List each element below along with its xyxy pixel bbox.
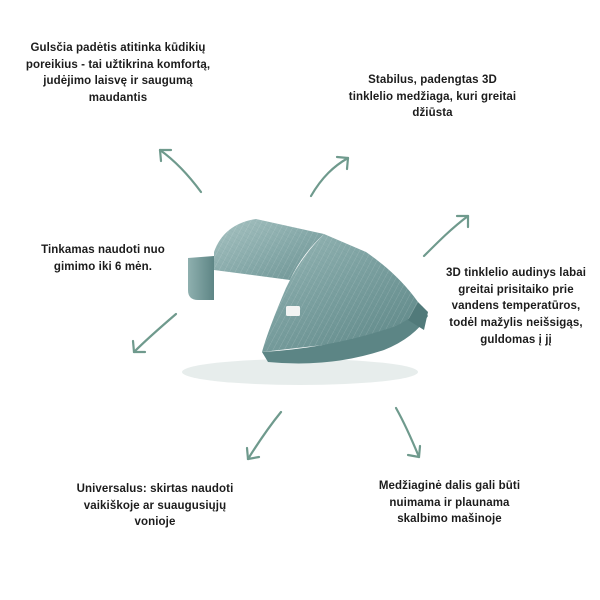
callout-stable-mesh: Stabilus, padengtas 3D tinklelio medžiaga, kuri greitai džiūsta <box>348 74 517 120</box>
product-left-leg <box>188 256 214 300</box>
callout-universal: Universalus: skirtas naudoti vaikiškoje ar suaugusiųjų vonioje <box>76 483 234 529</box>
callout-temperature: 3D tinklelio audinys labai greitai prisitaiko prie vandens temperatūros, todėl mažylis neišsigąs, guldomas į jį <box>446 267 586 346</box>
product-tag <box>286 306 300 316</box>
callout-washable: Medžiaginė dalis gali būti nuimama ir plaunama skalbimo mašinoje <box>378 480 521 526</box>
callout-comfort: Gulsčia padėtis atitinka kūdikių poreikius - tai užtikrina komfortą, judėjimo laisvę ir saugumą maudantis <box>25 42 211 105</box>
callout-age-range: Tinkamas naudoti nuo gimimo iki 6 mėn. <box>41 244 165 273</box>
